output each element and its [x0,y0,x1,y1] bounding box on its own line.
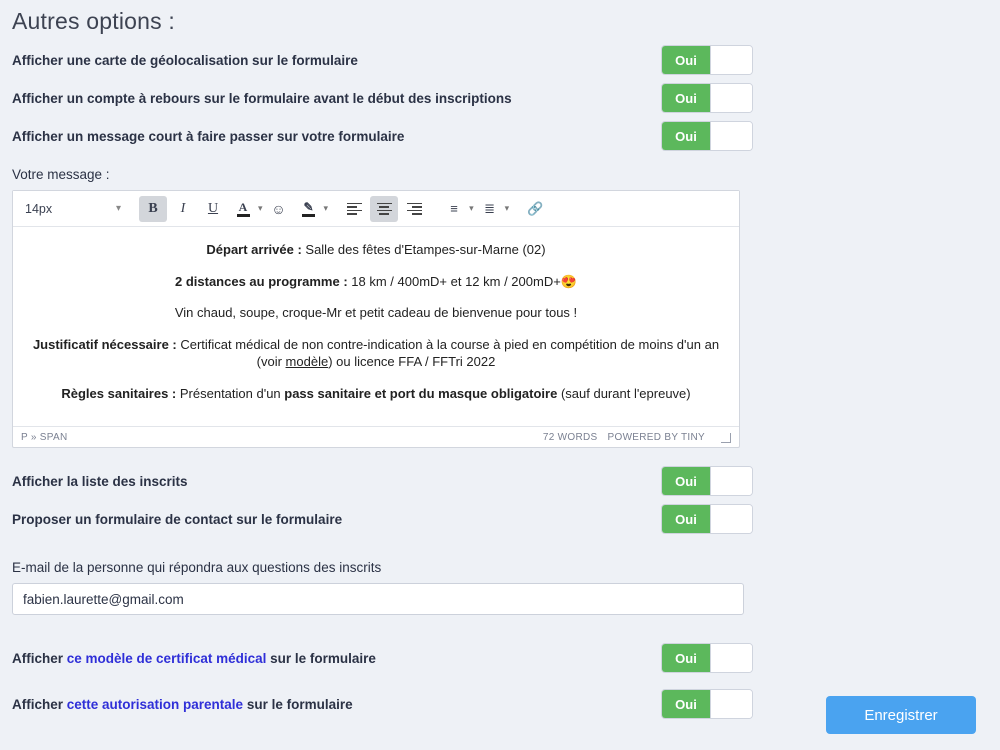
certificate-template-link[interactable]: modèle [285,354,329,370]
toggle-on-label: Oui [662,46,711,74]
align-center-icon[interactable] [370,196,398,222]
bold-button[interactable]: B [139,196,167,222]
font-size-value: 14px [25,201,53,216]
toggle-geolocation-map[interactable] [661,45,753,75]
text-color-letter: A [238,199,248,214]
underline-button[interactable]: U [207,200,219,216]
editor-paragraph [23,241,729,259]
editor-paragraph [23,304,729,322]
editor-content[interactable] [13,227,739,426]
parental-authorization-link[interactable]: cette autorisation parentale [66,696,244,712]
highlight-glyph: ✎ [303,199,314,214]
paragraph-lead: Départ arrivée : [206,242,302,257]
paragraph-lead: Règles sanitaires : [61,385,177,401]
toggle-knob[interactable] [711,467,752,495]
text-color-bar [237,214,250,217]
paragraph-bold: pass sanitaire et port du masque obligatoire [284,385,558,401]
toggle-knob[interactable] [711,690,752,718]
option-row-registrants-list [12,462,988,500]
bullet-list-icon[interactable]: ≡ [450,201,458,216]
rich-text-editor [12,190,740,448]
toggle-registrants-list[interactable] [661,466,753,496]
emoji-icon[interactable]: ☺ [271,200,286,217]
text-color-icon[interactable] [229,196,257,222]
toggle-medical-certificate[interactable] [661,643,753,673]
paragraph-tail: (sauf durant l'epreuve) [557,385,691,401]
option-row-contact-form [12,500,988,538]
editor-toolbar [13,191,739,227]
chevron-down-icon[interactable]: ▾ [504,203,510,213]
option-label: Afficher la liste des inscrits [12,473,188,489]
toggle-knob[interactable] [711,84,752,112]
paragraph-text: 18 km / 400mD+ et 12 km / 200mD+😍 [347,273,577,289]
toggle-parental-authorization[interactable] [661,689,753,719]
text-color-group[interactable] [229,196,263,222]
save-button[interactable]: Enregistrer [826,696,976,734]
align-right-icon[interactable] [400,196,428,222]
label-prefix: Afficher [12,650,67,666]
option-row-short-message [12,117,988,155]
medical-certificate-link[interactable]: ce modèle de certificat médical [66,650,267,666]
toggle-knob[interactable] [711,122,752,150]
spacer [12,615,988,629]
bullet-list-group[interactable] [440,196,474,222]
option-label [12,697,353,712]
toggle-on-label: Oui [662,84,711,112]
status-right [543,431,731,443]
editor-paragraph [23,336,729,371]
message-caption: Votre message : [12,167,110,182]
link-icon[interactable]: 🔗 [527,200,544,216]
paragraph-text: Salle des fêtes d'Etampes-sur-Marne (02) [301,242,546,257]
option-row-countdown [12,79,988,117]
numbered-list-group[interactable] [476,196,510,222]
highlight-icon[interactable] [295,196,323,222]
chevron-down-icon[interactable]: ▾ [469,203,474,213]
element-path[interactable]: P » SPAN [21,431,68,443]
numbered-list-icon[interactable]: ≣ [484,200,496,216]
align-left-icon[interactable] [340,196,368,222]
highlight-bar [302,214,315,217]
chevron-down-icon: ▾ [115,203,121,214]
toggle-on-label: Oui [662,467,711,495]
label-prefix: Afficher [12,696,67,712]
font-size-select[interactable] [19,196,127,222]
chevron-down-icon[interactable]: ▾ [323,203,329,213]
option-label [12,651,376,666]
option-label: Proposer un formulaire de contact sur le formulaire [12,511,343,527]
toggle-knob[interactable] [711,644,752,672]
page-title: Autres options : [12,8,176,34]
label-suffix: sur le formulaire [266,650,376,666]
chevron-down-icon[interactable]: ▾ [258,203,263,213]
word-count: 72 WORDS [542,431,598,443]
paragraph-lead: Justificatif nécessaire : [32,336,177,352]
paragraph-lead: 2 distances au programme : [174,273,348,289]
toggle-short-message[interactable] [661,121,753,151]
powered-by-label: POWERED BY TINY [607,431,705,443]
paragraph-text: Vin chaud, soupe, croque-Mr et petit cadeau de bienvenue pour tous ! [174,305,578,321]
editor-paragraph [23,385,729,403]
option-row-geolocation-map [12,41,988,79]
contact-email-input[interactable] [12,583,744,615]
toggle-knob[interactable] [711,505,752,533]
editor-status-bar [13,426,739,447]
highlight-color-group[interactable] [295,196,329,222]
toggle-contact-form[interactable] [661,504,753,534]
paragraph-text: Présentation d'un [176,385,285,401]
option-label: Afficher un compte à rebours sur le formulaire avant le début des inscriptions [12,90,512,106]
paragraph-tail: ) ou licence FFA / FFTri 2022 [328,354,496,370]
paragraph-text: Certificat médical de non contre-indication à la course à pied en compétition de moins d'un an (voir [176,336,720,370]
toggle-on-label: Oui [662,122,711,150]
editor-paragraph [23,273,729,291]
label-suffix: sur le formulaire [243,696,353,712]
toggle-knob[interactable] [711,46,752,74]
toggle-on-label: Oui [662,690,711,718]
option-label: Afficher un message court à faire passer sur votre formulaire [12,128,405,144]
toggle-on-label: Oui [662,644,711,672]
email-caption: E-mail de la personne qui répondra aux questions des inscrits [12,560,382,576]
option-row-medical-certificate [12,639,988,677]
toggle-countdown[interactable] [661,83,753,113]
toggle-on-label: Oui [662,505,711,533]
italic-button[interactable]: I [180,200,186,216]
option-label: Afficher une carte de géolocalisation sur le formulaire [12,52,358,68]
resize-handle-icon[interactable] [721,433,731,443]
